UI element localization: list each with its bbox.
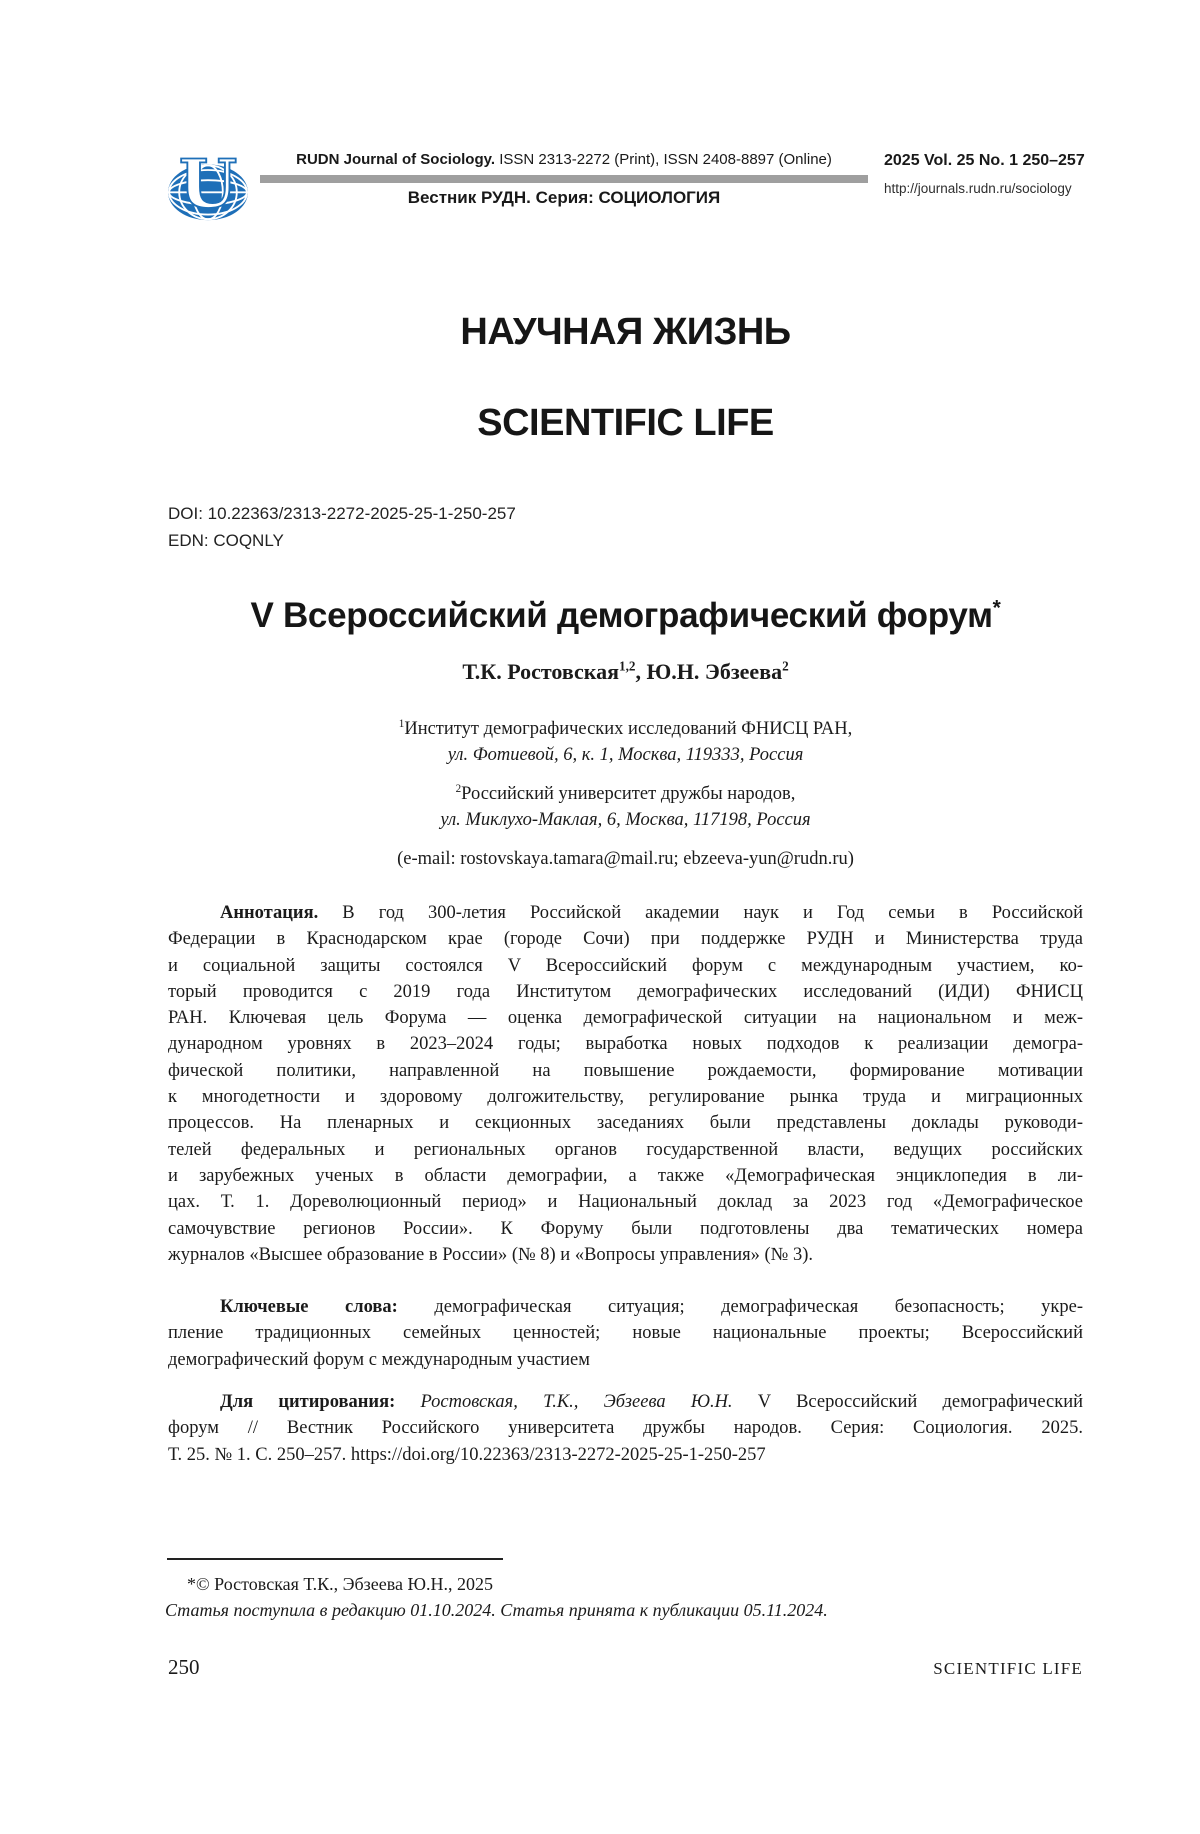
volume-info: 2025 Vol. 25 No. 1 250–257 <box>884 152 1085 169</box>
article-title: V Всероссийский демографический форум* <box>250 596 1001 635</box>
affiliation-1: $^1$Институт демографических исследований ФНИСЦ РАН, ул. Фотиевой, 6, к. 1, Москва, 119333, Россия <box>398 717 853 765</box>
affiliation-2: $^2$Российский университет дружбы народов, ул. Миклухо-Маклая, 6, Москва, 117198, Россия <box>440 782 811 830</box>
header-divider-bar <box>260 175 868 183</box>
svg-text:U: U <box>178 144 238 222</box>
email-line: (e-mail: rostovskaya.tamara@mail.ru; ebzeeva-yun@rudn.ru) <box>397 849 854 869</box>
keywords-paragraph: Ключевые слова: демографическая ситуация; демографическая безопасность; укре- пление традиционных семейных ценностей; новые национальные проекты; Всероссийский демографический форум с международным участием <box>168 1297 1083 1370</box>
abstract-paragraph: Аннотация. В год 300-летия Российской академии наук и Год семьи в Российской Федерации в Краснодарском крае (городе Сочи) при поддержке РУДН и Министерства труда и социальной защиты состоялся V Всероссийский форум с международным участием, ко- торый проводится с 2019 года Институтом демографических исследований (ИДИ) ФНИСЦ РАН. Ключевая цель Форума — оценка демографической ситуации на национальном и меж- дународном уровнях в 2023–2024 годы; выработка новых подходов к реализации демогра- фической политики, направленной на повышение рождаемости, формирование мотивации к многодетности и здоровому долгожительству, регулирование рынка труда и миграционных процессов. На пленарных и секционных заседаниях были представлены доклады руководи- телей федеральных и региональных органов государственной власти, ведущих российских и зарубежных ученых в области демографии, а также «Демографическая энциклопедия в ли- цах. Т. 1. Дореволюционный период» и Национальный доклад за 2023 год «Демографическое самочувствие регионов России». К Форуму были подготовлены два тематических номера журналов «Высшее образование в России» (№ 8) и «Вопросы управления» (№ 3). <box>168 903 1083 1265</box>
page-number: 250 <box>168 1655 200 1679</box>
article-authors: Т.К. Ростовская$^{1,2}$, Ю.Н. Эбзеева$^2$ <box>462 658 789 684</box>
journal-title-en: RUDN Journal of Sociology. ISSN 2313-2272 (Print), ISSN 2408-8897 (Online) <box>296 151 832 168</box>
journal-header-right <box>884 151 1104 198</box>
footnote-rule <box>167 1558 503 1560</box>
rudn-logo-icon <box>166 144 250 222</box>
section-heading-en: SCIENTIFIC LIFE <box>477 402 774 444</box>
journal-header-center <box>260 149 868 208</box>
footnote: *© Ростовская Т.К., Эбзеева Ю.Н., 2025 Статья поступила в редакцию 01.10.2024. Статья принята к публикации 05.11.2024. <box>165 1574 828 1620</box>
running-title: SCIENTIFIC LIFE <box>933 1659 1083 1678</box>
journal-url: http://journals.rudn.ru/sociology <box>884 181 1072 196</box>
article-ids <box>168 500 1083 554</box>
journal-title-ru: Вестник РУДН. Серия: СОЦИОЛОГИЯ <box>407 188 721 207</box>
page-footer <box>168 1655 1083 1680</box>
edn-line: EDN: COQNLY <box>168 531 284 550</box>
doi-line: DOI: 10.22363/2313-2272-2025-25-1-250-257 <box>168 504 516 523</box>
citation-paragraph: Для цитирования: Ростовская, Т.К., Эбзеева Ю.Н. V Всероссийский демографический форум // Вестник Российского университета дружбы народов. Серия: Социология. 2025. Т. 25. № 1. С. 250–257. https://doi.org/10.22363/2313-2272-2025-25-1-250-257 <box>168 1392 1083 1465</box>
section-heading-ru: НАУЧНАЯ ЖИЗНЬ <box>460 311 791 353</box>
